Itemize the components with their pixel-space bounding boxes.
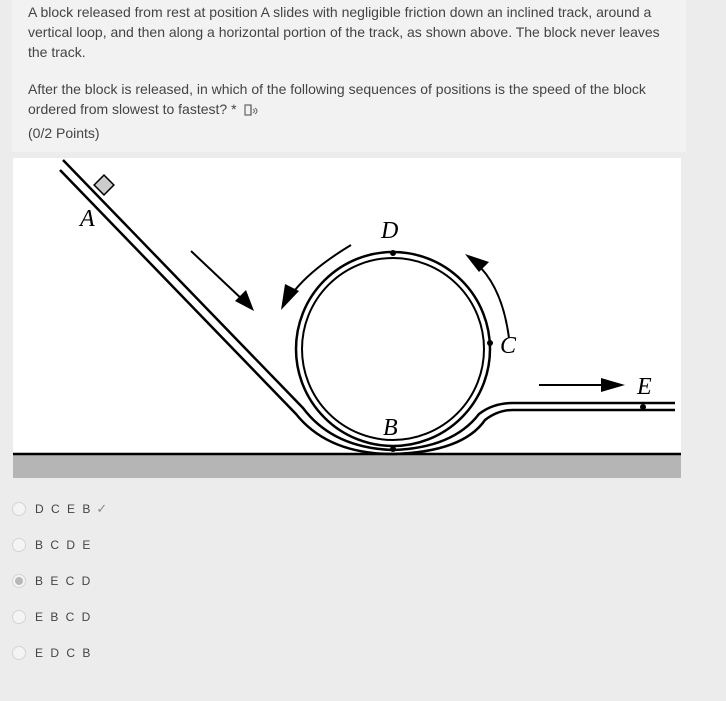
option-1-radio[interactable] <box>12 502 26 516</box>
loop-right-arrow-head <box>465 254 489 272</box>
question-paragraph-1: A block released from rest at position A slides with negligible friction down an inclined track, around a vertical loop, and then along a horizontal portion of the track, as shown above. The block never leaves the track. <box>28 4 660 60</box>
horizontal-arrow-head <box>601 378 625 392</box>
block <box>94 175 114 195</box>
point-c-dot <box>487 340 493 346</box>
option-2[interactable] <box>12 534 107 556</box>
option-3-label: B E C D <box>35 574 93 588</box>
option-4-label: E B C D <box>35 610 93 624</box>
incline-arrow-shaft <box>191 251 245 302</box>
points-label: (0/2 Points) <box>28 125 100 141</box>
label-e: E <box>637 374 652 400</box>
option-5-radio[interactable] <box>12 646 26 660</box>
option-1[interactable] <box>12 498 107 520</box>
point-e-dot <box>640 404 646 410</box>
option-1-label: D C E B <box>35 502 93 516</box>
option-2-label: B C D E <box>35 538 93 552</box>
point-d-dot <box>390 250 396 256</box>
option-2-radio[interactable] <box>12 538 26 552</box>
label-c: C <box>500 333 517 359</box>
question-paragraph-2 <box>28 79 678 143</box>
incline-arrow-head <box>235 290 254 311</box>
incline-outer-rail <box>63 160 393 450</box>
option-3-radio[interactable] <box>12 574 26 588</box>
option-5-label: E D C B <box>35 646 93 660</box>
answer-options <box>12 498 107 678</box>
option-4-radio[interactable] <box>12 610 26 624</box>
loop-inner <box>302 258 484 440</box>
option-5[interactable] <box>12 642 107 664</box>
label-b: B <box>383 415 398 441</box>
exit-track-bottom <box>393 410 675 454</box>
option-3[interactable] <box>12 570 107 592</box>
label-a: A <box>80 206 95 232</box>
option-4[interactable] <box>12 606 107 628</box>
immersive-reader-icon[interactable] <box>243 102 261 123</box>
ground-fill <box>13 454 681 478</box>
point-b-dot <box>390 446 396 452</box>
correct-check-icon: ✓ <box>96 501 108 516</box>
incline-inner-rail <box>60 170 393 454</box>
label-d: D <box>381 218 399 244</box>
physics-diagram <box>13 158 681 478</box>
loop-right-arrow-shaft <box>481 268 509 338</box>
question-prompt: After the block is released, in which of the following sequences of positions is the speed of the block ordered from slowest to fastest? * <box>28 81 646 117</box>
question-text <box>28 2 678 143</box>
